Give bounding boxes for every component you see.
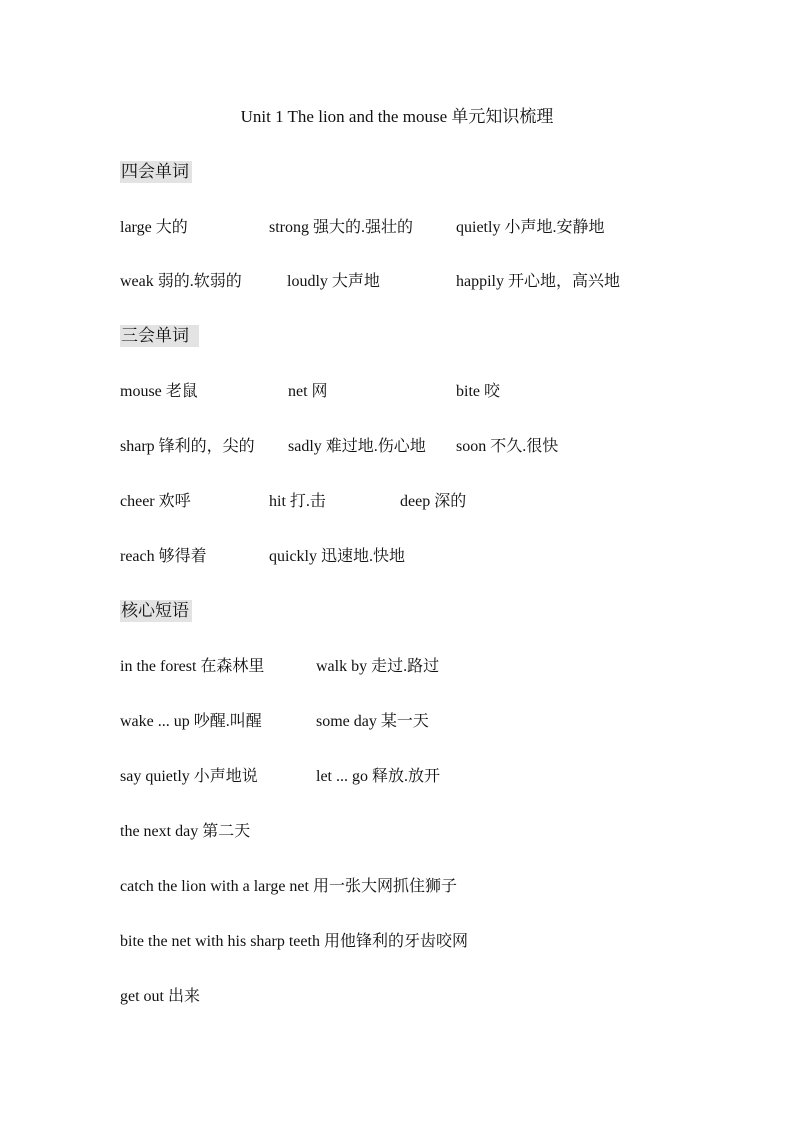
phrase-item: bite the net with his sharp teeth 用他锋利的牙齿咬网 — [120, 933, 468, 950]
phrase-row — [120, 766, 760, 788]
section-heading-three-skill-words: 三会单词 — [120, 325, 199, 347]
phrase-item: wake ... up 吵醒.叫醒 — [120, 713, 262, 730]
phrase-row — [120, 876, 760, 898]
vocab-item: bite 咬 — [456, 383, 500, 400]
phrase-row — [120, 986, 760, 1008]
vocab-row — [120, 217, 760, 239]
vocab-item: quickly 迅速地.快地 — [269, 548, 405, 565]
vocab-item: cheer 欢呼 — [120, 493, 191, 510]
phrase-item: some day 某一天 — [316, 713, 429, 730]
page-title: Unit 1 The lion and the mouse 单元知识梳理 — [240, 107, 554, 126]
vocab-item: reach 够得着 — [120, 548, 207, 565]
vocab-item: weak 弱的.软弱的 — [120, 273, 242, 290]
vocab-item: sharp 锋利的，尖的 — [120, 438, 255, 455]
phrase-item: walk by 走过.路过 — [316, 658, 440, 675]
vocab-item: mouse 老鼠 — [120, 383, 198, 400]
vocab-item: loudly 大声地 — [287, 273, 380, 290]
phrase-item: let ... go 释放.放开 — [316, 768, 440, 785]
phrase-row — [120, 656, 760, 678]
vocab-item: hit 打.击 — [269, 493, 326, 510]
vocab-item: strong 强大的.强壮的 — [269, 219, 414, 236]
vocab-item: quietly 小声地.安静地 — [456, 219, 605, 236]
vocab-item: net 网 — [288, 383, 328, 400]
vocab-item: deep 深的 — [400, 493, 467, 510]
vocab-item: large 大的 — [120, 219, 188, 236]
section-heading-four-skill-words: 四会单词 — [120, 161, 192, 183]
vocab-row — [120, 271, 760, 293]
phrase-item: get out 出来 — [120, 988, 200, 1005]
phrase-row — [120, 931, 760, 953]
vocab-row — [120, 381, 760, 403]
vocab-item: sadly 难过地.伤心地 — [288, 438, 426, 455]
vocab-item: happily 开心地，高兴地 — [456, 273, 620, 290]
vocab-item: soon 不久.很快 — [456, 438, 559, 455]
section-heading-core-phrases: 核心短语 — [120, 600, 192, 622]
phrase-item: say quietly 小声地说 — [120, 768, 258, 785]
phrase-row — [120, 821, 760, 843]
vocab-row — [120, 491, 760, 513]
phrase-row — [120, 711, 760, 733]
phrase-item: the next day 第二天 — [120, 823, 251, 840]
vocab-row — [120, 436, 760, 458]
phrase-item: catch the lion with a large net 用一张大网抓住狮子 — [120, 878, 457, 895]
vocab-row — [120, 546, 760, 568]
phrase-item: in the forest 在森林里 — [120, 658, 265, 675]
